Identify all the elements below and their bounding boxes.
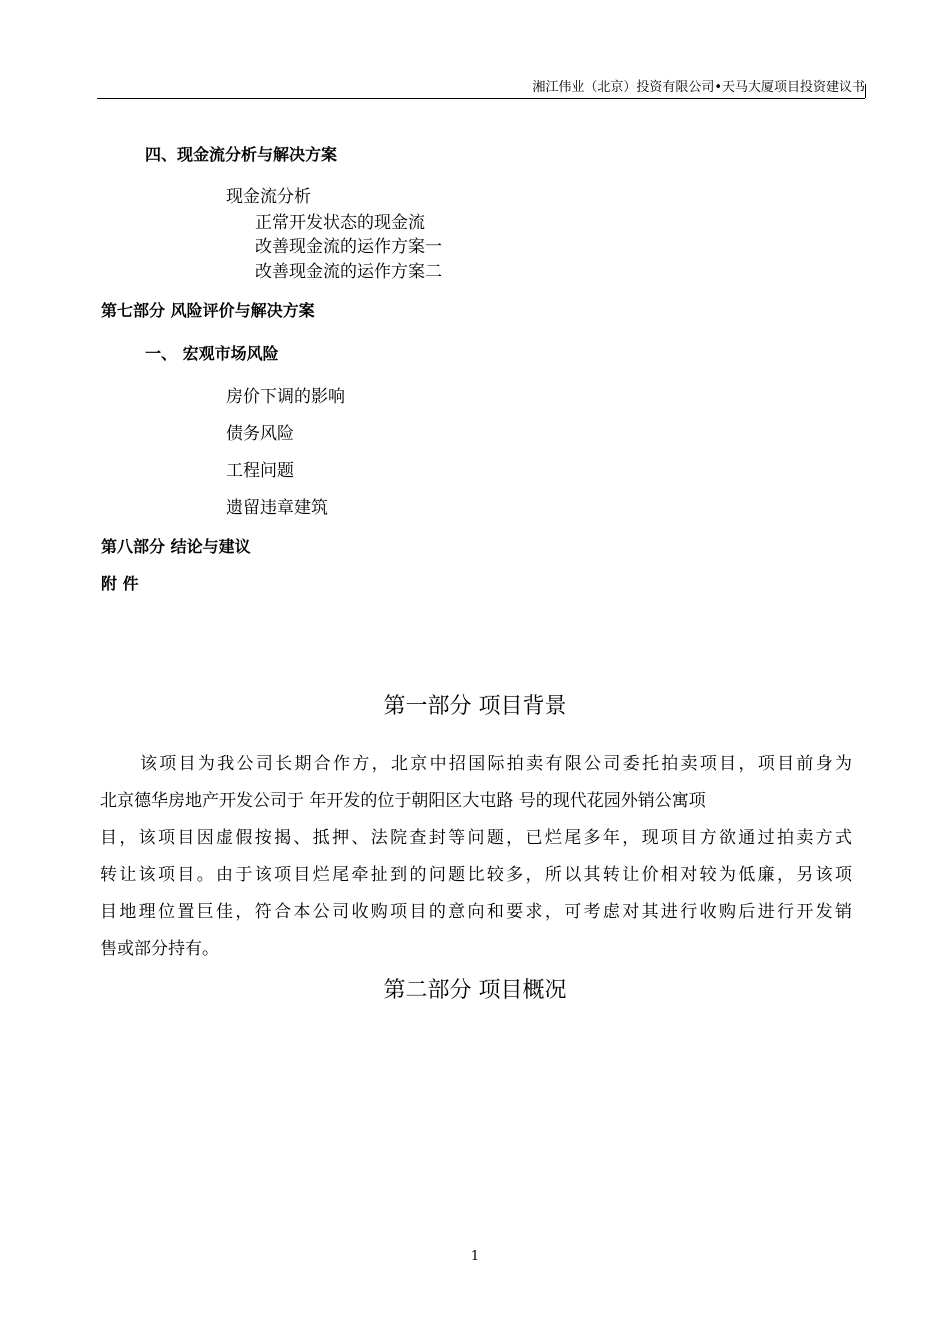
toc-item-debt-risk: 债务风险 [226, 424, 294, 444]
toc-section-4: 四、现金流分析与解决方案 [145, 145, 338, 164]
toc-part-8: 第八部分 结论与建议 [101, 537, 251, 556]
toc-item-plan-two: 改善现金流的运作方案二 [255, 262, 442, 282]
part-1-title: 第一部分 项目背景 [383, 694, 567, 719]
toc-section-macro-risk: 一、 宏观市场风险 [145, 344, 279, 363]
toc-item-engineering: 工程问题 [226, 461, 294, 481]
toc-item-price-drop: 房价下调的影响 [226, 387, 345, 407]
paragraph-line: 该项目为我公司长期合作方，北京中招国际拍卖有限公司委托拍卖项目，项目前身为 [140, 754, 852, 774]
toc-item-normal-cashflow: 正常开发状态的现金流 [255, 213, 425, 233]
paragraph-line: 目，该项目因虚假按揭、抵押、法院查封等问题，已烂尾多年，现项目方欲通过拍卖方式 [100, 828, 852, 848]
header-text: 湘江伟业（北京）投资有限公司•天马大厦项目投资建议书 [532, 80, 865, 95]
toc-item-illegal-buildings: 遗留违章建筑 [226, 498, 328, 518]
toc-attachments: 附 件 [101, 574, 139, 593]
header-rule-tick [865, 84, 866, 98]
part-2-title: 第二部分 项目概况 [383, 978, 567, 1003]
toc-item-cashflow-analysis: 现金流分析 [226, 187, 311, 207]
toc-item-plan-one: 改善现金流的运作方案一 [255, 237, 442, 257]
part-1-paragraph [100, 746, 852, 968]
page-number: 1 [470, 1249, 480, 1264]
paragraph-line: 北京德华房地产开发公司于 年开发的位于朝阳区大屯路 号的现代花园外销公寓项 [100, 791, 706, 811]
paragraph-line: 目地理位置巨佳，符合本公司收购项目的意向和要求，可考虑对其进行收购后进行开发销 [100, 902, 852, 922]
page-header [97, 78, 865, 99]
toc-part-7: 第七部分 风险评价与解决方案 [101, 301, 315, 320]
paragraph-line: 转让该项目。由于该项目烂尾牵扯到的问题比较多，所以其转让价相对较为低廉，另该项 [100, 865, 852, 885]
paragraph-line: 售或部分持有。 [100, 939, 219, 959]
